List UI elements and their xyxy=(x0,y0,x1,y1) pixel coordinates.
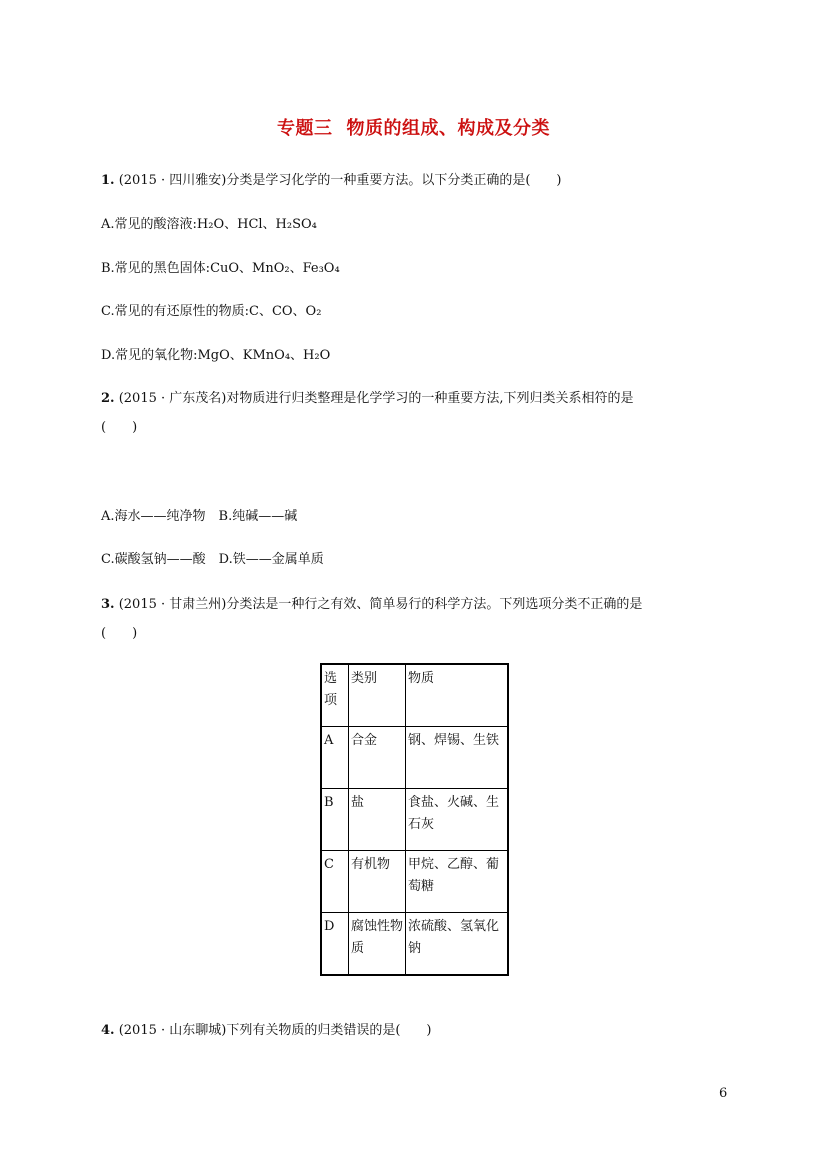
question-4-text: (2015 · 山东聊城)下列有关物质的归类错误的是( ) xyxy=(118,1023,432,1038)
question-1-stem xyxy=(101,172,562,190)
page-title xyxy=(0,114,827,140)
question-3-stem xyxy=(101,596,642,614)
question-1-option-b: B.常见的黑色固体:CuO、MnO₂、Fe₃O₄ xyxy=(101,261,340,276)
table-cell-option: B xyxy=(321,789,349,851)
table-row xyxy=(321,727,508,789)
table-header-row xyxy=(321,664,508,727)
table-cell-category: 盐 xyxy=(349,789,406,851)
table-cell-option: D xyxy=(321,913,349,976)
question-2-number: 2. xyxy=(101,391,115,406)
table-cell-substance: 甲烷、乙醇、葡萄糖 xyxy=(406,851,509,913)
question-1-option-c: C.常见的有还原性的物质:C、CO、O₂ xyxy=(101,304,322,319)
table-cell-option: C xyxy=(321,851,349,913)
question-1-text: (2015 · 四川雅安)分类是学习化学的一种重要方法。以下分类正确的是( ) xyxy=(118,173,562,188)
title-part1: 专题三 xyxy=(277,118,333,139)
table-cell-category: 腐蚀性物质 xyxy=(349,913,406,976)
table-cell-substance: 食盐、火碱、生石灰 xyxy=(406,789,509,851)
title-part2: 物质的组成、构成及分类 xyxy=(346,118,550,139)
question-4-number: 4. xyxy=(101,1023,115,1038)
question-2-options-ab: A.海水——纯净物 B.纯碱——碱 xyxy=(101,509,298,524)
question-3-number: 3. xyxy=(101,597,115,612)
question-2-options-cd: C.碳酸氢钠——酸 D.铁——金属单质 xyxy=(101,552,324,567)
table-row xyxy=(321,851,508,913)
question-1-number: 1. xyxy=(101,173,115,188)
table-row xyxy=(321,789,508,851)
question-2-stem xyxy=(101,390,633,408)
question-3-text: (2015 · 甘肃兰州)分类法是一种行之有效、简单易行的科学方法。下列选项分类不正确的是 xyxy=(118,597,643,612)
header-category: 类别 xyxy=(349,664,406,727)
page-number: 6 xyxy=(719,1086,728,1101)
header-substance: 物质 xyxy=(406,664,509,727)
question-1-option-a: A.常见的酸溶液:H₂O、HCl、H₂SO₄ xyxy=(101,217,317,232)
classification-table xyxy=(320,663,509,976)
table-cell-option: A xyxy=(321,727,349,789)
question-3-paren: ( ) xyxy=(101,626,138,641)
header-option: 选项 xyxy=(321,664,349,727)
table-row xyxy=(321,913,508,976)
table-cell-category: 有机物 xyxy=(349,851,406,913)
question-1-option-d: D.常见的氧化物:MgO、KMnO₄、H₂O xyxy=(101,348,331,363)
question-4-stem xyxy=(101,1022,432,1040)
table-cell-substance: 浓硫酸、氢氧化钠 xyxy=(406,913,509,976)
question-2-text: (2015 · 广东茂名)对物质进行归类整理是化学学习的一种重要方法,下列归类关系相符的是 xyxy=(118,391,634,406)
table-cell-category: 合金 xyxy=(349,727,406,789)
table-cell-substance: 钢、焊锡、生铁 xyxy=(406,727,509,789)
question-2-paren: ( ) xyxy=(101,420,138,435)
